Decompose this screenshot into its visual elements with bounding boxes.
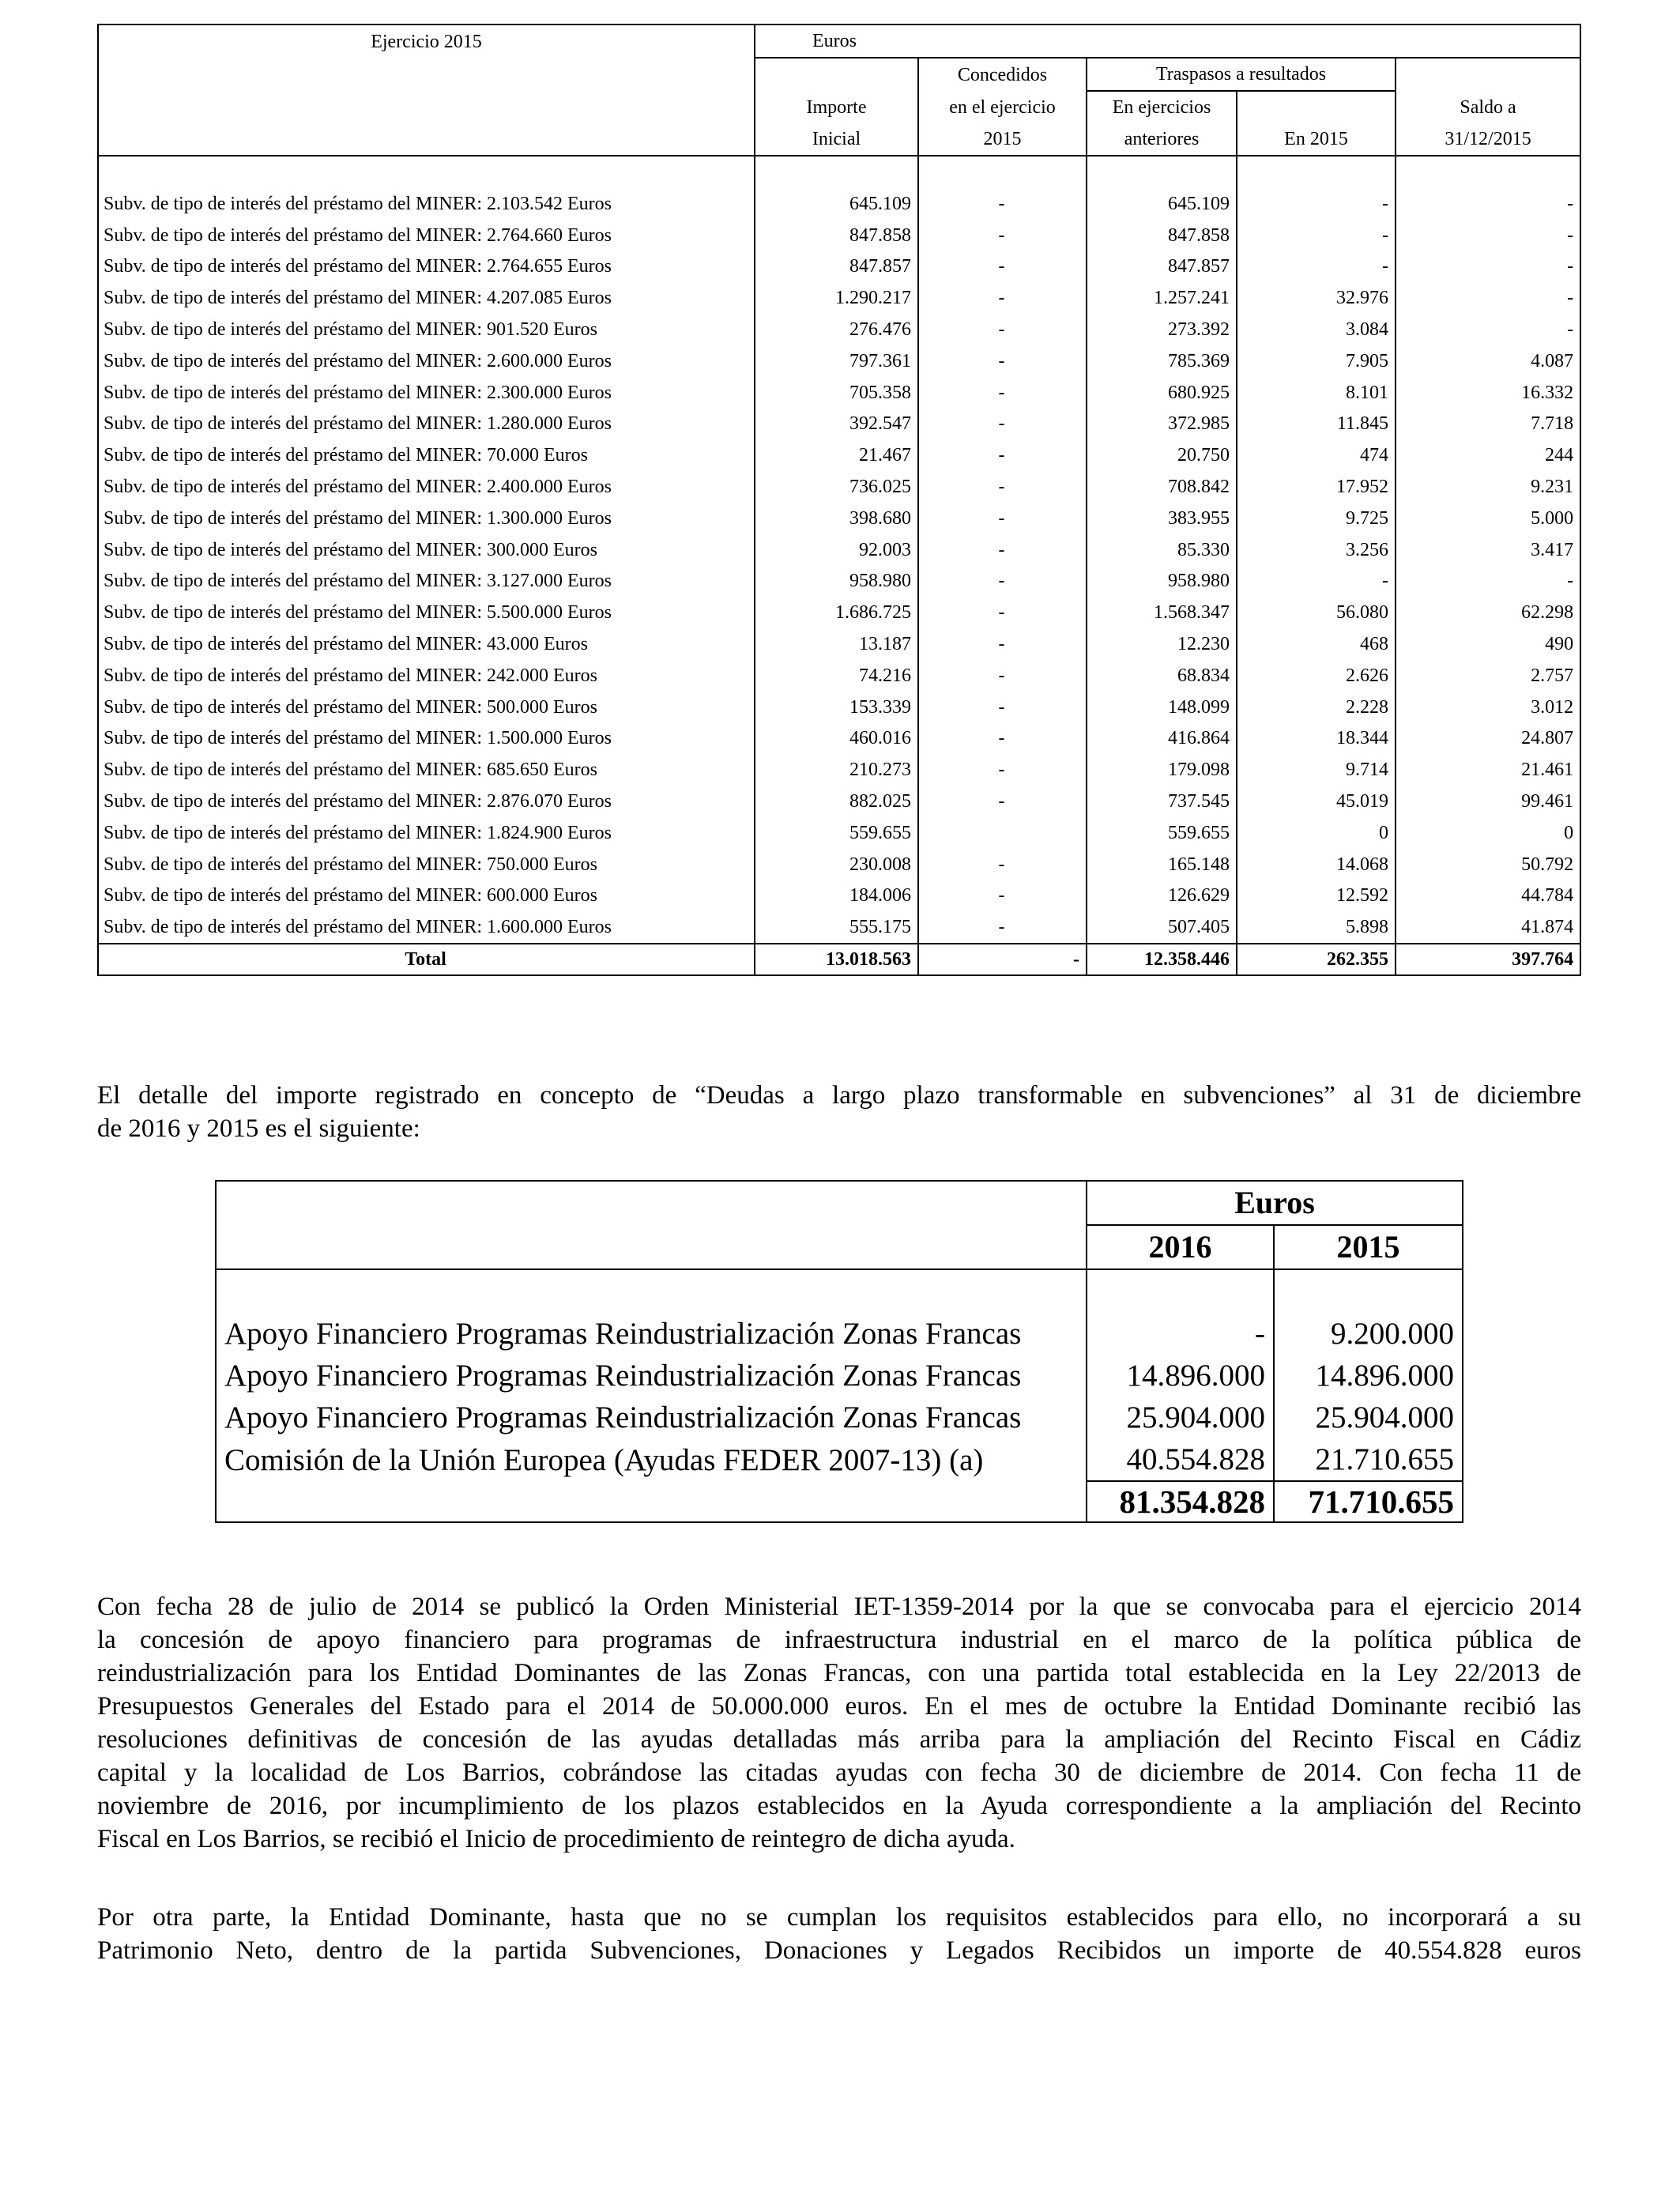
row-saldo: 44.784 <box>1396 880 1580 912</box>
row-importe: 705.358 <box>755 377 918 409</box>
row-importe: 555.175 <box>755 911 918 944</box>
row-label: Subv. de tipo de interés del préstamo del MINER: 2.300.000 Euros <box>98 377 755 409</box>
row-label: Subv. de tipo de interés del préstamo del MINER: 70.000 Euros <box>98 439 755 471</box>
row-anteriores: 680.925 <box>1087 377 1237 409</box>
row-anteriores: 273.392 <box>1087 314 1237 345</box>
table-row <box>98 692 1580 723</box>
debt-row-label: Apoyo Financiero Programas Reindustrialización Zonas Francas <box>216 1355 1087 1397</box>
row-en2015: 5.898 <box>1237 911 1396 944</box>
row-label: Subv. de tipo de interés del préstamo del MINER: 901.520 Euros <box>98 314 755 345</box>
row-importe: 1.290.217 <box>755 282 918 314</box>
row-importe: 797.361 <box>755 345 918 377</box>
row-anteriores: 68.834 <box>1087 660 1237 692</box>
header-concedidos-2: en el ejercicio <box>918 91 1087 123</box>
row-concedidos: - <box>918 786 1087 817</box>
row-anteriores: 645.109 <box>1087 188 1237 220</box>
row-label: Subv. de tipo de interés del préstamo del MINER: 1.600.000 Euros <box>98 911 755 944</box>
header-concedidos-1: Concedidos <box>918 58 1087 91</box>
row-anteriores: 958.980 <box>1087 566 1237 598</box>
table-row <box>98 597 1580 628</box>
table-row <box>98 188 1580 220</box>
order-paragraph-line: noviembre de 2016, por incumplimiento de los plazos establecidos en la Ayuda correspondiente a la ampliación del Recinto <box>97 1792 1581 1820</box>
row-en2015: - <box>1237 220 1396 251</box>
row-anteriores: 785.369 <box>1087 345 1237 377</box>
row-concedidos: - <box>918 503 1087 534</box>
row-concedidos: - <box>918 566 1087 598</box>
row-label: Subv. de tipo de interés del préstamo del MINER: 500.000 Euros <box>98 692 755 723</box>
debt-row-v2016: 14.896.000 <box>1087 1355 1274 1397</box>
row-saldo: 24.807 <box>1396 723 1580 755</box>
row-label: Subv. de tipo de interés del préstamo del MINER: 2.876.070 Euros <box>98 786 755 817</box>
row-label: Subv. de tipo de interés del préstamo del MINER: 43.000 Euros <box>98 628 755 660</box>
table-row <box>98 566 1580 598</box>
debt-header-euros: Euros <box>1087 1181 1463 1225</box>
table-row <box>98 849 1580 880</box>
row-concedidos: - <box>918 534 1087 566</box>
equity-paragraph-line: Por otra parte, la Entidad Dominante, hasta que no se cumplan los requisitos establecidos para ello, no incorporará a su <box>97 1903 1581 1932</box>
total-anteriores: 12.358.446 <box>1087 944 1237 975</box>
debt-total-2015: 71.710.655 <box>1274 1481 1463 1522</box>
table-row <box>98 503 1580 534</box>
row-concedidos: - <box>918 660 1087 692</box>
row-importe: 645.109 <box>755 188 918 220</box>
debt-row-v2015: 9.200.000 <box>1274 1313 1463 1355</box>
row-label: Subv. de tipo de interés del préstamo del MINER: 685.650 Euros <box>98 754 755 786</box>
row-anteriores: 737.545 <box>1087 786 1237 817</box>
row-en2015: 11.845 <box>1237 409 1396 440</box>
debt-table <box>215 1180 1463 1523</box>
table-row <box>98 660 1580 692</box>
row-importe: 276.476 <box>755 314 918 345</box>
row-en2015: - <box>1237 188 1396 220</box>
row-importe: 92.003 <box>755 534 918 566</box>
table-row <box>98 911 1580 944</box>
debt-total-row <box>216 1481 1463 1522</box>
row-saldo: 21.461 <box>1396 754 1580 786</box>
row-importe: 847.857 <box>755 251 918 283</box>
row-label: Subv. de tipo de interés del préstamo del MINER: 750.000 Euros <box>98 849 755 880</box>
row-en2015: 3.084 <box>1237 314 1396 345</box>
row-saldo: 490 <box>1396 628 1580 660</box>
row-importe: 74.216 <box>755 660 918 692</box>
row-anteriores: 1.257.241 <box>1087 282 1237 314</box>
table-row <box>98 282 1580 314</box>
row-anteriores: 847.857 <box>1087 251 1237 283</box>
table-row <box>98 786 1580 817</box>
row-saldo: - <box>1396 251 1580 283</box>
row-en2015: 18.344 <box>1237 723 1396 755</box>
total-en-2015: 262.355 <box>1237 944 1396 975</box>
debt-row <box>216 1355 1463 1397</box>
row-label: Subv. de tipo de interés del préstamo del MINER: 1.300.000 Euros <box>98 503 755 534</box>
debt-table-body <box>216 1313 1463 1481</box>
row-saldo: 16.332 <box>1396 377 1580 409</box>
debt-row-v2016: 40.554.828 <box>1087 1438 1274 1481</box>
header-euros: Euros <box>755 25 1580 58</box>
row-anteriores: 12.230 <box>1087 628 1237 660</box>
row-importe: 153.339 <box>755 692 918 723</box>
table-row <box>98 754 1580 786</box>
row-label: Subv. de tipo de interés del préstamo del MINER: 1.500.000 Euros <box>98 723 755 755</box>
row-saldo: - <box>1396 220 1580 251</box>
row-saldo: 244 <box>1396 439 1580 471</box>
intro-line-2: de 2016 y 2015 es el siguiente: <box>97 1114 420 1143</box>
table-row <box>98 817 1580 849</box>
row-anteriores: 383.955 <box>1087 503 1237 534</box>
row-saldo: 9.231 <box>1396 471 1580 503</box>
row-concedidos: - <box>918 597 1087 628</box>
row-en2015: 474 <box>1237 439 1396 471</box>
row-concedidos: - <box>918 880 1087 912</box>
row-label: Subv. de tipo de interés del préstamo del MINER: 2.764.660 Euros <box>98 220 755 251</box>
row-concedidos: - <box>918 345 1087 377</box>
row-concedidos <box>918 817 1087 849</box>
order-paragraph-line: resoluciones definitivas de concesión de las ayudas detalladas más arriba para la ampliación del Recinto Fiscal en Cádiz <box>97 1725 1581 1754</box>
row-en2015: 12.592 <box>1237 880 1396 912</box>
row-anteriores: 148.099 <box>1087 692 1237 723</box>
row-en2015: 3.256 <box>1237 534 1396 566</box>
intro-line-1: El detalle del importe registrado en concepto de “Deudas a largo plazo transformable en subvenciones” al 31 de diciembre <box>97 1081 1581 1110</box>
row-anteriores: 372.985 <box>1087 409 1237 440</box>
row-anteriores: 507.405 <box>1087 911 1237 944</box>
row-en2015: 45.019 <box>1237 786 1396 817</box>
order-paragraph-line: capital y la localidad de Los Barrios, cobrándose las citadas ayudas con fecha 30 de diciembre de 2014. Con fecha 11 de <box>97 1759 1581 1787</box>
row-en2015: 17.952 <box>1237 471 1396 503</box>
header-importe-1: Importe <box>755 91 918 123</box>
table-row <box>98 880 1580 912</box>
row-en2015: 56.080 <box>1237 597 1396 628</box>
row-importe: 847.858 <box>755 220 918 251</box>
table-row <box>98 409 1580 440</box>
row-label: Subv. de tipo de interés del préstamo del MINER: 3.127.000 Euros <box>98 566 755 598</box>
row-importe: 958.980 <box>755 566 918 598</box>
row-en2015: 7.905 <box>1237 345 1396 377</box>
debt-row <box>216 1397 1463 1438</box>
row-anteriores: 165.148 <box>1087 849 1237 880</box>
row-saldo: 2.757 <box>1396 660 1580 692</box>
row-en2015: - <box>1237 566 1396 598</box>
row-concedidos: - <box>918 628 1087 660</box>
subsidy-table-body <box>98 188 1580 944</box>
total-label: Total <box>98 944 755 975</box>
table-row <box>98 251 1580 283</box>
row-label: Subv. de tipo de interés del préstamo del MINER: 2.764.655 Euros <box>98 251 755 283</box>
row-concedidos: - <box>918 377 1087 409</box>
table-row <box>98 220 1580 251</box>
row-importe: 392.547 <box>755 409 918 440</box>
row-anteriores: 416.864 <box>1087 723 1237 755</box>
order-paragraph-line: Fiscal en Los Barrios, se recibió el Inicio de procedimiento de reintegro de dicha ayuda. <box>97 1825 1015 1853</box>
row-saldo: 5.000 <box>1396 503 1580 534</box>
row-concedidos: - <box>918 251 1087 283</box>
row-saldo: - <box>1396 188 1580 220</box>
equity-paragraph-line: Patrimonio Neto, dentro de la partida Subvenciones, Donaciones y Legados Recibidos un importe de 40.554.828 euros <box>97 1936 1581 1965</box>
order-paragraph-line: Con fecha 28 de julio de 2014 se publicó la Orden Ministerial IET-1359-2014 por la que se convocaba para el ejercicio 2014 <box>97 1593 1581 1621</box>
row-concedidos: - <box>918 220 1087 251</box>
order-paragraph-line: reindustrialización para los Entidad Dominantes de las Zonas Francas, con una partida total establecida en la Ley 22/2013 de <box>97 1659 1581 1687</box>
equity-paragraph <box>97 1901 1581 1967</box>
row-anteriores: 559.655 <box>1087 817 1237 849</box>
total-importe: 13.018.563 <box>755 944 918 975</box>
row-importe: 21.467 <box>755 439 918 471</box>
table-row <box>98 377 1580 409</box>
total-concedidos: - <box>918 944 1087 975</box>
header-importe-2: Inicial <box>755 123 918 156</box>
table-row <box>98 471 1580 503</box>
row-concedidos: - <box>918 692 1087 723</box>
table-total-row <box>98 944 1580 975</box>
order-paragraph-line: la concesión de apoyo financiero para programas de infraestructura industrial en el marco de la política pública de <box>97 1626 1581 1654</box>
row-concedidos: - <box>918 723 1087 755</box>
row-importe: 1.686.725 <box>755 597 918 628</box>
table-row <box>98 345 1580 377</box>
row-importe: 559.655 <box>755 817 918 849</box>
debt-row <box>216 1313 1463 1355</box>
row-en2015: 32.976 <box>1237 282 1396 314</box>
row-label: Subv. de tipo de interés del préstamo del MINER: 300.000 Euros <box>98 534 755 566</box>
row-label: Subv. de tipo de interés del préstamo del MINER: 2.400.000 Euros <box>98 471 755 503</box>
intro-paragraph <box>97 1079 1581 1145</box>
header-en-2015: En 2015 <box>1237 123 1396 156</box>
row-concedidos: - <box>918 471 1087 503</box>
row-importe: 398.680 <box>755 503 918 534</box>
debt-row-v2015: 14.896.000 <box>1274 1355 1463 1397</box>
table-row <box>98 628 1580 660</box>
row-anteriores: 85.330 <box>1087 534 1237 566</box>
row-en2015: 0 <box>1237 817 1396 849</box>
row-saldo: 4.087 <box>1396 345 1580 377</box>
header-anteriores-1: En ejercicios <box>1087 91 1237 123</box>
row-en2015: 9.725 <box>1237 503 1396 534</box>
row-en2015: 468 <box>1237 628 1396 660</box>
debt-total-2016: 81.354.828 <box>1087 1481 1274 1522</box>
row-importe: 460.016 <box>755 723 918 755</box>
total-saldo: 397.764 <box>1396 944 1580 975</box>
row-concedidos: - <box>918 282 1087 314</box>
header-saldo-1: Saldo a <box>1396 91 1580 123</box>
row-concedidos: - <box>918 911 1087 944</box>
row-saldo: 50.792 <box>1396 849 1580 880</box>
row-anteriores: 708.842 <box>1087 471 1237 503</box>
row-concedidos: - <box>918 409 1087 440</box>
header-traspasos: Traspasos a resultados <box>1087 58 1396 91</box>
row-en2015: 9.714 <box>1237 754 1396 786</box>
row-importe: 736.025 <box>755 471 918 503</box>
row-importe: 210.273 <box>755 754 918 786</box>
row-concedidos: - <box>918 314 1087 345</box>
debt-row-v2016: - <box>1087 1313 1274 1355</box>
row-anteriores: 20.750 <box>1087 439 1237 471</box>
row-anteriores: 179.098 <box>1087 754 1237 786</box>
row-label: Subv. de tipo de interés del préstamo del MINER: 2.103.542 Euros <box>98 188 755 220</box>
row-saldo: 99.461 <box>1396 786 1580 817</box>
row-importe: 184.006 <box>755 880 918 912</box>
header-anteriores-2: anteriores <box>1087 123 1237 156</box>
row-importe: 13.187 <box>755 628 918 660</box>
row-saldo: - <box>1396 282 1580 314</box>
debt-row-v2015: 25.904.000 <box>1274 1397 1463 1438</box>
row-en2015: 2.626 <box>1237 660 1396 692</box>
row-concedidos: - <box>918 849 1087 880</box>
row-label: Subv. de tipo de interés del préstamo del MINER: 242.000 Euros <box>98 660 755 692</box>
row-saldo: 3.012 <box>1396 692 1580 723</box>
table-row <box>98 314 1580 345</box>
debt-header-2015: 2015 <box>1274 1225 1463 1269</box>
debt-header-2016: 2016 <box>1087 1225 1274 1269</box>
row-saldo: 0 <box>1396 817 1580 849</box>
order-paragraph-line: Presupuestos Generales del Estado para el 2014 de 50.000.000 euros. En el mes de octubre la Entidad Dominante recibió las <box>97 1692 1581 1721</box>
row-saldo: 41.874 <box>1396 911 1580 944</box>
row-en2015: 14.068 <box>1237 849 1396 880</box>
row-en2015: 8.101 <box>1237 377 1396 409</box>
header-saldo-2: 31/12/2015 <box>1396 123 1580 156</box>
row-importe: 882.025 <box>755 786 918 817</box>
header-concedidos-3: 2015 <box>918 123 1087 156</box>
row-en2015: - <box>1237 251 1396 283</box>
row-importe: 230.008 <box>755 849 918 880</box>
row-label: Subv. de tipo de interés del préstamo del MINER: 5.500.000 Euros <box>98 597 755 628</box>
row-anteriores: 1.568.347 <box>1087 597 1237 628</box>
row-label: Subv. de tipo de interés del préstamo del MINER: 600.000 Euros <box>98 880 755 912</box>
debt-row-label: Comisión de la Unión Europea (Ayudas FEDER 2007-13) (a) <box>216 1438 1087 1481</box>
debt-row-label: Apoyo Financiero Programas Reindustrialización Zonas Francas <box>216 1397 1087 1438</box>
table-row <box>98 534 1580 566</box>
row-concedidos: - <box>918 439 1087 471</box>
row-label: Subv. de tipo de interés del préstamo del MINER: 2.600.000 Euros <box>98 345 755 377</box>
row-en2015: 2.228 <box>1237 692 1396 723</box>
row-saldo: - <box>1396 566 1580 598</box>
row-concedidos: - <box>918 188 1087 220</box>
subsidy-table-2015 <box>97 24 1581 976</box>
row-anteriores: 847.858 <box>1087 220 1237 251</box>
debt-row-v2016: 25.904.000 <box>1087 1397 1274 1438</box>
row-label: Subv. de tipo de interés del préstamo del MINER: 1.280.000 Euros <box>98 409 755 440</box>
row-saldo: 3.417 <box>1396 534 1580 566</box>
header-ejercicio: Ejercicio 2015 <box>98 25 755 58</box>
row-concedidos: - <box>918 754 1087 786</box>
row-label: Subv. de tipo de interés del préstamo del MINER: 4.207.085 Euros <box>98 282 755 314</box>
row-label: Subv. de tipo de interés del préstamo del MINER: 1.824.900 Euros <box>98 817 755 849</box>
table-row <box>98 723 1580 755</box>
row-anteriores: 126.629 <box>1087 880 1237 912</box>
row-saldo: - <box>1396 314 1580 345</box>
debt-row-label: Apoyo Financiero Programas Reindustrialización Zonas Francas <box>216 1313 1087 1355</box>
row-saldo: 7.718 <box>1396 409 1580 440</box>
row-saldo: 62.298 <box>1396 597 1580 628</box>
debt-row <box>216 1438 1463 1481</box>
table-row <box>98 439 1580 471</box>
order-paragraph <box>97 1590 1581 1856</box>
debt-row-v2015: 21.710.655 <box>1274 1438 1463 1481</box>
